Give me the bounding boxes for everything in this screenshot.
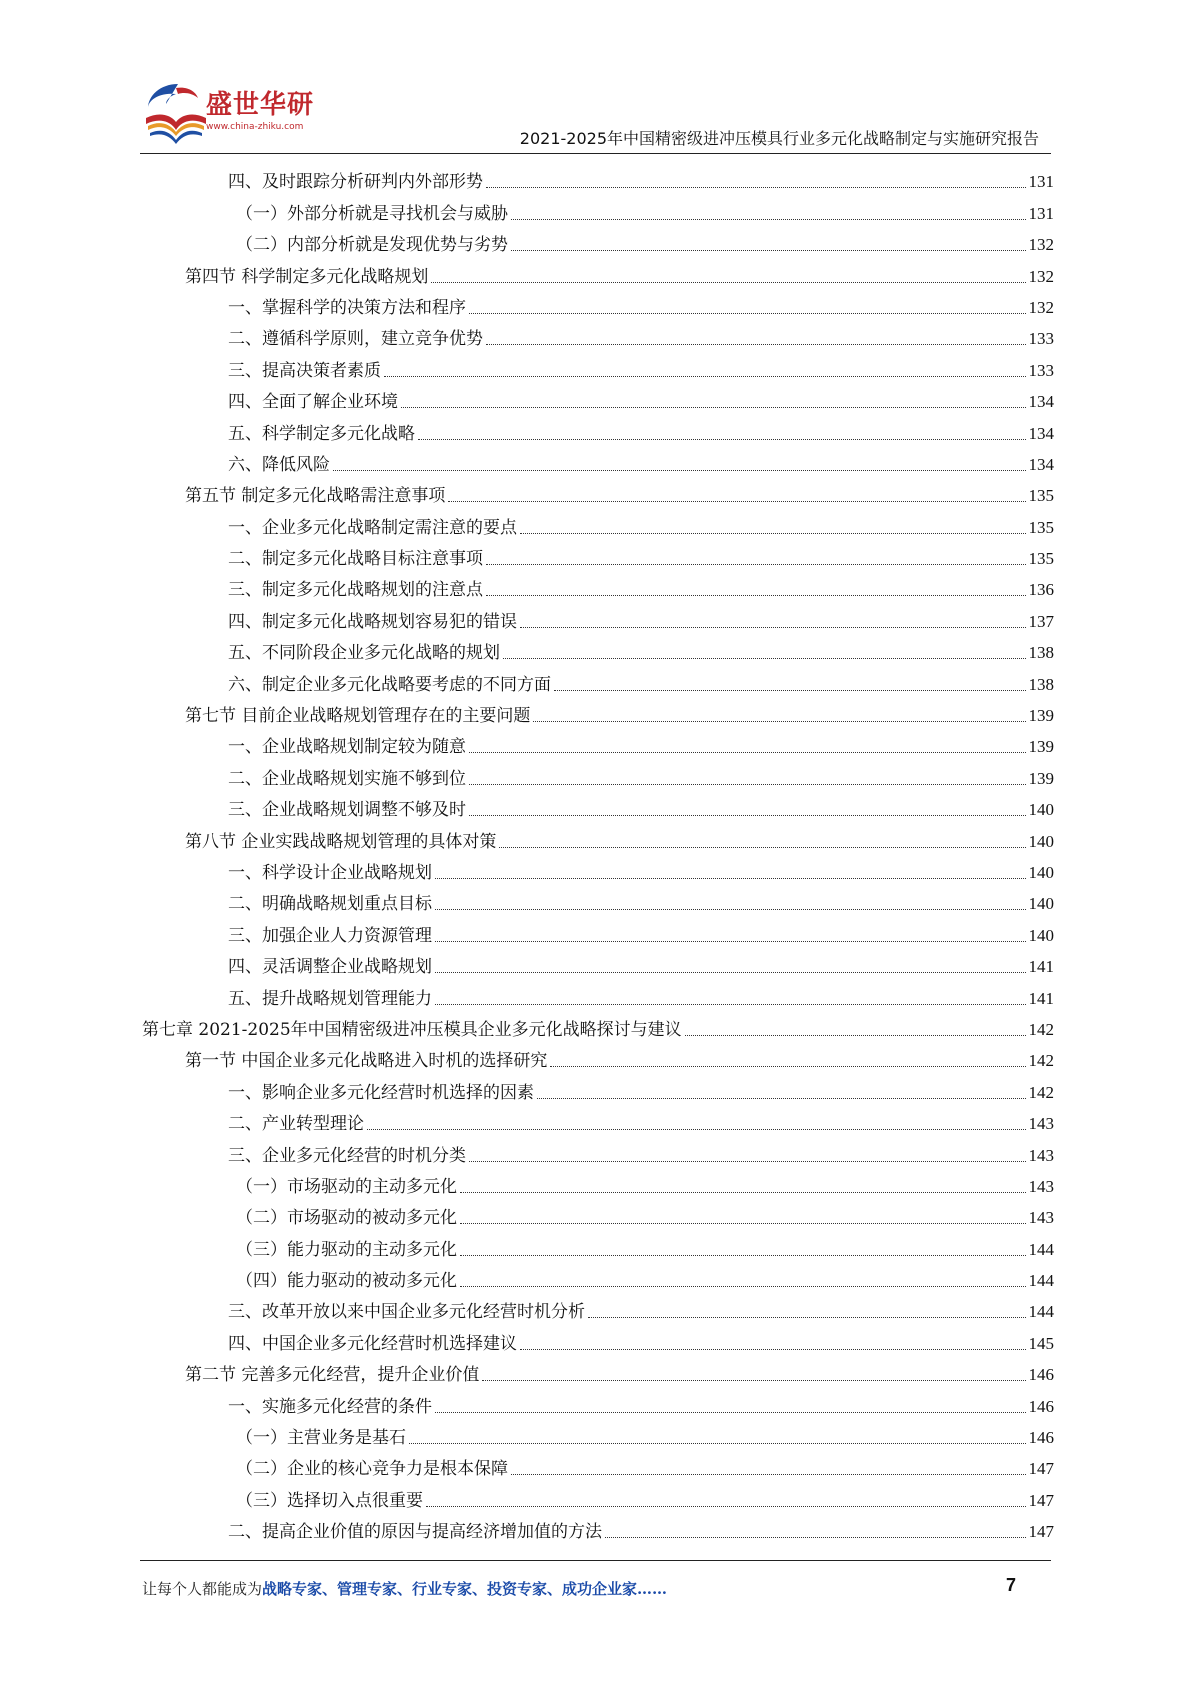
toc-entry[interactable]	[142, 1480, 1054, 1511]
toc-dot-leader	[460, 1223, 1026, 1224]
toc-dot-leader	[520, 533, 1026, 534]
toc-dot-leader	[511, 219, 1026, 220]
toc-page-number: 134	[1028, 392, 1054, 412]
toc-dot-leader	[554, 690, 1026, 691]
toc-entry-title: 一、实施多元化经营的条件	[228, 1396, 432, 1417]
toc-dot-leader	[384, 376, 1026, 377]
toc-dot-leader	[435, 909, 1026, 910]
toc-entry[interactable]	[142, 727, 1054, 758]
toc-page-number: 138	[1028, 643, 1054, 663]
toc-dot-leader	[499, 847, 1025, 848]
toc-entry[interactable]	[142, 1229, 1054, 1260]
toc-entry-title: 二、明确战略规划重点目标	[228, 894, 432, 915]
toc-dot-leader	[367, 1129, 1026, 1130]
toc-entry[interactable]	[142, 821, 1054, 852]
toc-page-number: 146	[1028, 1428, 1054, 1448]
toc-dot-leader	[409, 1443, 1026, 1444]
toc-dot-leader	[486, 187, 1026, 188]
toc-entry-title: 三、企业战略规划调整不够及时	[228, 800, 466, 821]
toc-entry[interactable]	[142, 1041, 1054, 1072]
toc-entry-title: 六、制定企业多元化战略要考虑的不同方面	[228, 674, 551, 695]
toc-entry-title: 一、企业战略规划制定较为随意	[228, 737, 466, 758]
toc-entry[interactable]	[142, 162, 1054, 193]
toc-entry[interactable]	[142, 382, 1054, 413]
toc-entry[interactable]	[142, 319, 1054, 350]
toc-entry[interactable]	[142, 1010, 1054, 1041]
slogan-roles: 战略专家、管理专家、行业专家、投资专家、成功企业家……	[262, 1580, 668, 1598]
toc-entry-title: （一）主营业务是基石	[236, 1428, 406, 1449]
toc-page-number: 147	[1028, 1522, 1054, 1542]
toc-entry[interactable]	[142, 539, 1054, 570]
toc-entry[interactable]	[142, 884, 1054, 915]
toc-entry[interactable]	[142, 1323, 1054, 1354]
toc-dot-leader	[511, 1474, 1026, 1475]
toc-entry-title: 二、制定多元化战略目标注意事项	[228, 549, 483, 570]
toc-entry[interactable]	[142, 790, 1054, 821]
toc-page-number: 140	[1028, 831, 1054, 851]
toc-dot-leader	[685, 1035, 1026, 1036]
toc-page-number: 131	[1028, 172, 1054, 192]
toc-page-number: 147	[1028, 1490, 1054, 1510]
toc-entry[interactable]	[142, 1167, 1054, 1198]
toc-entry-title: 一、企业多元化战略制定需注意的要点	[228, 517, 517, 538]
logo-url: www.china-zhiku.com	[206, 122, 304, 132]
toc-entry-title: 二、提高企业价值的原因与提高经济增加值的方法	[228, 1522, 602, 1543]
toc-dot-leader	[431, 282, 1025, 283]
toc-dot-leader	[503, 658, 1026, 659]
toc-entry[interactable]	[142, 445, 1054, 476]
toc-page-number: 143	[1028, 1145, 1054, 1165]
toc-page-number: 144	[1028, 1271, 1054, 1291]
toc-page-number: 143	[1028, 1176, 1054, 1196]
toc-page-number: 141	[1028, 957, 1054, 977]
toc-page-number: 142	[1028, 1019, 1054, 1039]
toc-page-number: 133	[1028, 329, 1054, 349]
toc-dot-leader	[520, 627, 1026, 628]
toc-page-number: 141	[1028, 988, 1054, 1008]
toc-entry-title: 三、改革开放以来中国企业多元化经营时机分析	[228, 1302, 585, 1323]
toc-entry-title: （二）市场驱动的被动多元化	[236, 1208, 457, 1229]
toc-entry[interactable]	[142, 633, 1054, 664]
toc-entry-title: 三、提高决策者素质	[228, 360, 381, 381]
toc-entry[interactable]	[142, 601, 1054, 632]
toc-dot-leader	[469, 815, 1026, 816]
toc-entry[interactable]	[142, 413, 1054, 444]
toc-page-number: 133	[1028, 360, 1054, 380]
toc-entry[interactable]	[142, 947, 1054, 978]
toc-dot-leader	[588, 1317, 1026, 1318]
toc-page-number: 139	[1028, 737, 1054, 757]
toc-dot-leader	[486, 564, 1026, 565]
toc-entry-title: （四）能力驱动的被动多元化	[236, 1271, 457, 1292]
toc-page-number: 140	[1028, 862, 1054, 882]
toc-page-number: 140	[1028, 925, 1054, 945]
toc-entry[interactable]	[142, 288, 1054, 319]
toc-page-number: 146	[1028, 1365, 1054, 1385]
toc-entry[interactable]	[142, 1135, 1054, 1166]
toc-entry-title: 四、及时跟踪分析研判内外部形势	[228, 172, 483, 193]
toc-entry-title: （三）选择切入点很重要	[236, 1490, 423, 1511]
toc-dot-leader	[418, 439, 1026, 440]
toc-dot-leader	[435, 941, 1026, 942]
toc-page-number: 140	[1028, 894, 1054, 914]
toc-dot-leader	[533, 721, 1025, 722]
toc-dot-leader	[469, 784, 1026, 785]
toc-entry[interactable]	[142, 225, 1054, 256]
toc-dot-leader	[435, 1412, 1026, 1413]
toc-page-number: 132	[1028, 266, 1054, 286]
toc-page-number: 132	[1028, 235, 1054, 255]
toc-entry[interactable]	[142, 1072, 1054, 1103]
toc-page-number: 134	[1028, 423, 1054, 443]
toc-page-number: 135	[1028, 517, 1054, 537]
toc-page-number: 135	[1028, 486, 1054, 506]
toc-entry-title: 五、提升战略规划管理能力	[228, 988, 432, 1009]
toc-entry[interactable]	[142, 915, 1054, 946]
toc-entry-title: 第四节 科学制定多元化战略规划	[185, 266, 429, 287]
toc-entry-title: （一）市场驱动的主动多元化	[236, 1176, 457, 1197]
toc-page-number: 132	[1028, 297, 1054, 317]
toc-page-number: 140	[1028, 800, 1054, 820]
toc-dot-leader	[460, 1192, 1026, 1193]
page-number: 7	[1005, 1575, 1016, 1595]
footer-divider	[140, 1560, 1051, 1561]
toc-dot-leader	[333, 470, 1026, 471]
toc-entry-title: （一）外部分析就是寻找机会与威胁	[236, 203, 508, 224]
toc-page-number: 144	[1028, 1302, 1054, 1322]
toc-entry[interactable]	[142, 978, 1054, 1009]
toc-page-number: 135	[1028, 549, 1054, 569]
toc-entry-title: 第七节 目前企业战略规划管理存在的主要问题	[185, 706, 531, 727]
toc-dot-leader	[605, 1537, 1026, 1538]
toc-entry[interactable]	[142, 507, 1054, 538]
toc-entry-title: 四、中国企业多元化经营时机选择建议	[228, 1333, 517, 1354]
toc-entry[interactable]	[142, 1355, 1054, 1386]
toc-entry[interactable]	[142, 256, 1054, 287]
toc-dot-leader	[469, 313, 1026, 314]
toc-entry[interactable]	[142, 664, 1054, 695]
toc-entry-title: 三、加强企业人力资源管理	[228, 925, 432, 946]
toc-page-number: 138	[1028, 674, 1054, 694]
toc-entry-title: （二）内部分析就是发现优势与劣势	[236, 235, 508, 256]
footer-slogan	[142, 1578, 667, 1599]
toc-entry[interactable]	[142, 476, 1054, 507]
toc-entry-title: 六、降低风险	[228, 454, 330, 475]
toc-entry-title: （三）能力驱动的主动多元化	[236, 1239, 457, 1260]
toc-entry-title: 一、掌握科学的决策方法和程序	[228, 297, 466, 318]
toc-page-number: 131	[1028, 203, 1054, 223]
toc-page-number: 142	[1028, 1082, 1054, 1102]
toc-entry-title: 四、全面了解企业环境	[228, 392, 398, 413]
toc-entry-title: 第一节 中国企业多元化战略进入时机的选择研究	[185, 1051, 548, 1072]
toc-dot-leader	[460, 1286, 1026, 1287]
toc-dot-leader	[482, 1380, 1025, 1381]
toc-dot-leader	[537, 1098, 1026, 1099]
toc-dot-leader	[469, 752, 1026, 753]
toc-entry[interactable]	[142, 853, 1054, 884]
toc-dot-leader	[435, 878, 1026, 879]
toc-entry-title: 一、影响企业多元化经营时机选择的因素	[228, 1082, 534, 1103]
page-header	[0, 0, 1191, 160]
header-divider	[140, 153, 1051, 154]
toc-dot-leader	[448, 501, 1025, 502]
toc-dot-leader	[435, 972, 1026, 973]
toc-entry[interactable]	[142, 193, 1054, 224]
toc-dot-leader	[520, 1349, 1026, 1350]
toc-page-number: 134	[1028, 454, 1054, 474]
slogan-prefix: 让每个人都能成为	[142, 1580, 263, 1598]
toc-entry-title: 二、遵循科学原则，建立竞争优势	[228, 329, 483, 350]
toc-entry[interactable]	[142, 1512, 1054, 1543]
toc-dot-leader	[426, 1506, 1026, 1507]
toc-entry-title: 第二节 完善多元化经营，提升企业价值	[185, 1365, 480, 1386]
toc-dot-leader	[511, 250, 1026, 251]
toc-entry[interactable]	[142, 350, 1054, 381]
toc-entry[interactable]	[142, 1261, 1054, 1292]
toc-entry[interactable]	[142, 1449, 1054, 1480]
logo-text: 盛世华研	[206, 90, 315, 120]
toc-dot-leader	[460, 1255, 1026, 1256]
toc-entry-title: 五、不同阶段企业多元化战略的规划	[228, 643, 500, 664]
report-title: 2021-2025年中国精密级进冲压模具行业多元化战略制定与实施研究报告	[519, 129, 1039, 148]
toc-page-number: 145	[1028, 1333, 1054, 1353]
toc-entry-title: 四、制定多元化战略规划容易犯的错误	[228, 611, 517, 632]
toc-page-number: 143	[1028, 1208, 1054, 1228]
toc-dot-leader	[486, 344, 1026, 345]
toc-entry-title: 二、企业战略规划实施不够到位	[228, 768, 466, 789]
toc-entry-title: 第八节 企业实践战略规划管理的具体对策	[185, 831, 497, 852]
toc-entry-title: 三、企业多元化经营的时机分类	[228, 1145, 466, 1166]
toc-page-number: 139	[1028, 768, 1054, 788]
toc-entry-title: 五、科学制定多元化战略	[228, 423, 415, 444]
toc-entry-title: 三、制定多元化战略规划的注意点	[228, 580, 483, 601]
toc-entry-title: 第五节 制定多元化战略需注意事项	[185, 486, 446, 507]
company-logo	[140, 78, 315, 148]
toc-page-number: 137	[1028, 611, 1054, 631]
toc-page-number: 147	[1028, 1459, 1054, 1479]
toc-entry-title: 四、灵活调整企业战略规划	[228, 957, 432, 978]
toc-entry[interactable]	[142, 570, 1054, 601]
toc-entry-title: 一、科学设计企业战略规划	[228, 862, 432, 883]
toc-page-number: 144	[1028, 1239, 1054, 1259]
toc-dot-leader	[401, 407, 1026, 408]
toc-page-number: 136	[1028, 580, 1054, 600]
toc-entry[interactable]	[142, 1198, 1054, 1229]
toc-page-number: 139	[1028, 706, 1054, 726]
toc-entry[interactable]	[142, 1418, 1054, 1449]
table-of-contents	[142, 162, 1054, 1543]
toc-page-number: 142	[1028, 1051, 1054, 1071]
toc-entry[interactable]	[142, 1386, 1054, 1417]
toc-entry[interactable]	[142, 1104, 1054, 1135]
logo-book-icon	[140, 78, 210, 148]
toc-page-number: 146	[1028, 1396, 1054, 1416]
toc-page-number: 143	[1028, 1114, 1054, 1134]
toc-entry[interactable]	[142, 1292, 1054, 1323]
toc-dot-leader	[486, 595, 1026, 596]
toc-dot-leader	[550, 1066, 1025, 1067]
toc-entry-title: （二）企业的核心竞争力是根本保障	[236, 1459, 508, 1480]
toc-dot-leader	[435, 1004, 1026, 1005]
toc-entry-title: 第七章 2021-2025年中国精密级进冲压模具企业多元化战略探讨与建议	[142, 1019, 682, 1040]
toc-entry[interactable]	[142, 696, 1054, 727]
toc-dot-leader	[469, 1161, 1026, 1162]
toc-entry-title: 二、产业转型理论	[228, 1114, 364, 1135]
toc-entry[interactable]	[142, 758, 1054, 789]
